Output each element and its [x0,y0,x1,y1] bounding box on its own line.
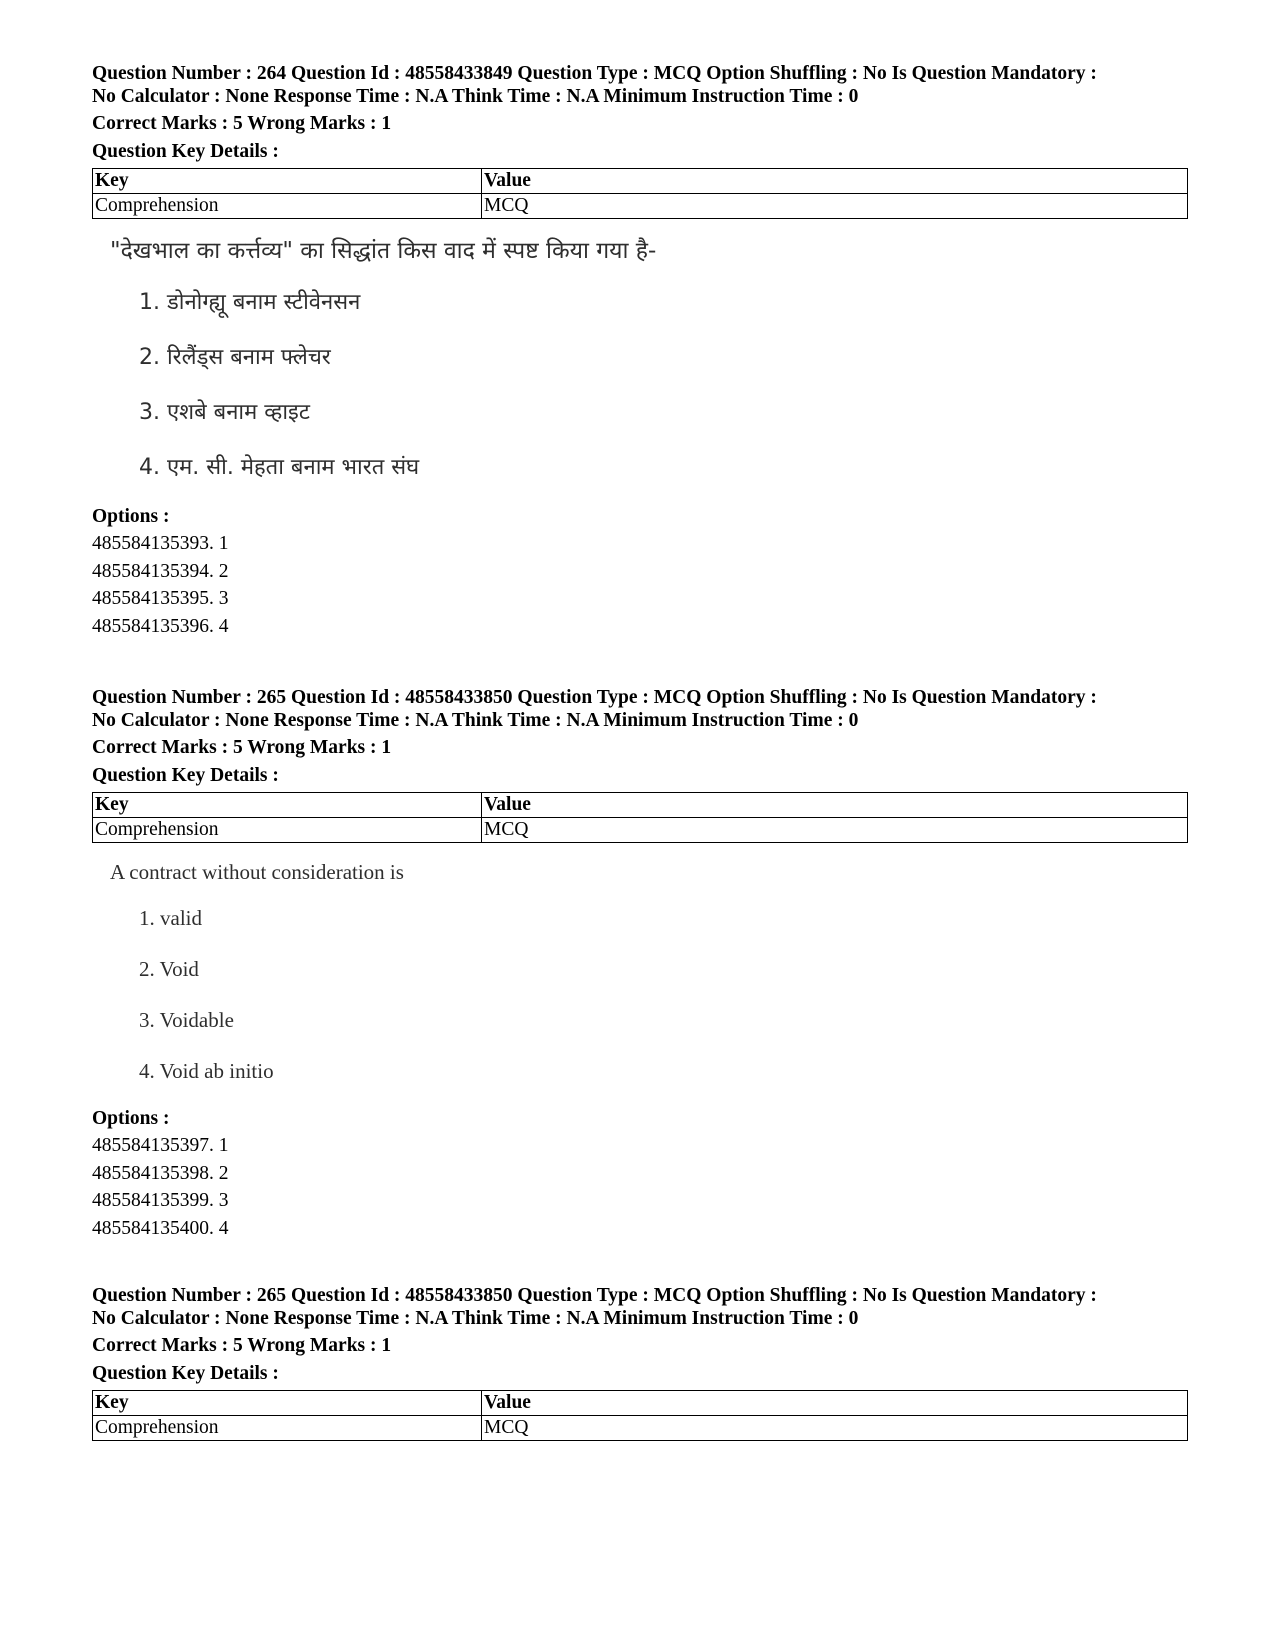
option-id-3: 485584135399. 3 [92,1190,229,1211]
header-value: Value [482,793,1188,818]
options-label: Options : [92,506,170,527]
options-label: Options : [92,1108,170,1129]
option-id-2: 485584135398. 2 [92,1162,229,1184]
cell-key: Comprehension [93,818,482,843]
choice-4: 4. Void ab initio [139,1059,274,1083]
header-value: Value [482,169,1188,194]
option-id-1: 485584135393. 1 [92,533,229,554]
option-id-4: 485584135400. 4 [92,1217,229,1239]
key-details-table [92,792,1188,843]
choice-1: 1. डोनोग्ह्यू बनाम स्टीवेनसन [139,290,361,315]
key-details-label: Question Key Details : [92,141,279,162]
cell-value: MCQ [482,194,1188,219]
question-block-265-repeat [92,1284,1190,1441]
cell-value: MCQ [482,818,1188,843]
question-image [92,857,1190,1097]
table-header-row [93,169,1188,194]
question-image [92,233,1190,495]
key-details-label: Question Key Details : [92,765,279,786]
choice-1: 1. valid [139,906,202,930]
table-row [93,1416,1188,1441]
key-details-label: Question Key Details : [92,1363,279,1384]
cell-key: Comprehension [93,194,482,219]
marks-line: Correct Marks : 5 Wrong Marks : 1 [92,737,392,758]
question-meta-line-1: Question Number : 265 Question Id : 48558433850 Question Type : MCQ Option Shuffling : No Is Question Mandatory : [92,687,1097,708]
question-block-264 [92,62,1190,640]
marks-line: Correct Marks : 5 Wrong Marks : 1 [92,113,392,134]
question-text: A contract without consideration is [110,860,404,884]
question-meta-line-2: No Calculator : None Response Time : N.A Think Time : N.A Minimum Instruction Time : 0 [92,710,859,731]
key-details-table [92,1390,1188,1441]
header-key: Key [93,793,482,818]
header-value: Value [482,1391,1188,1416]
table-header-row [93,1391,1188,1416]
option-id-1: 485584135397. 1 [92,1135,229,1156]
key-details-table [92,168,1188,219]
question-meta-line-1: Question Number : 264 Question Id : 48558433849 Question Type : MCQ Option Shuffling : No Is Question Mandatory : [92,63,1097,84]
choice-2: 2. रिलैंड्स बनाम फ्लेचर [139,345,331,370]
choice-4: 4. एम. सी. मेहता बनाम भारत संघ [139,455,420,480]
question-block-265 [92,686,1190,1242]
cell-key: Comprehension [93,1416,482,1441]
question-meta-line-1: Question Number : 265 Question Id : 48558433850 Question Type : MCQ Option Shuffling : No Is Question Mandatory : [92,1285,1097,1306]
marks-line: Correct Marks : 5 Wrong Marks : 1 [92,1335,392,1356]
question-text: "देखभाल का कर्त्तव्य" का सिद्धांत किस वाद में स्पष्ट किया गया है- [110,238,657,264]
option-id-3: 485584135395. 3 [92,588,229,609]
table-row [93,818,1188,843]
option-id-4: 485584135396. 4 [92,615,229,637]
question-meta-line-2: No Calculator : None Response Time : N.A Think Time : N.A Minimum Instruction Time : 0 [92,1308,859,1329]
table-header-row [93,793,1188,818]
choice-3: 3. एशबे बनाम व्हाइट [139,400,310,425]
cell-value: MCQ [482,1416,1188,1441]
header-key: Key [93,169,482,194]
question-meta-line-2: No Calculator : None Response Time : N.A Think Time : N.A Minimum Instruction Time : 0 [92,86,859,107]
table-row [93,194,1188,219]
choice-2: 2. Void [139,957,199,981]
header-key: Key [93,1391,482,1416]
option-id-2: 485584135394. 2 [92,560,229,582]
choice-3: 3. Voidable [139,1008,234,1032]
